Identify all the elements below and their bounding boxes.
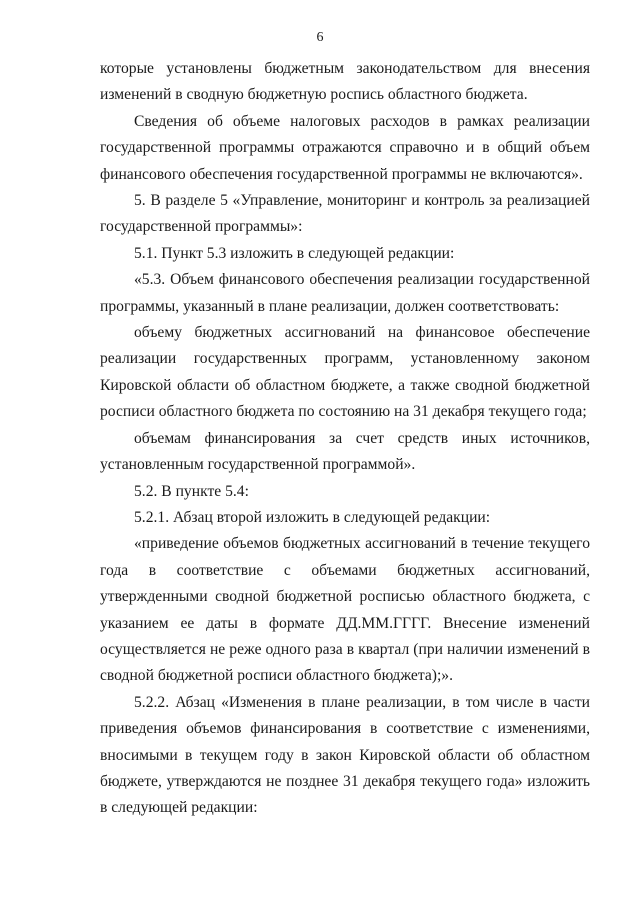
paragraph-5-2-2: 5.2.2. Абзац «Изменения в плане реализации, в том числе в части приведения объемов финансирования в соответствие с изменениями, вносимыми в текущем году в закон Кировской области об областном бюджете, утверждаются не позднее 31 декабря текущего года» изложить в следующей редакции: [100, 693, 590, 817]
paragraph-continuation: которые установлены бюджетным законодательством для внесения изменений в сводную бюджетную роспись областного бюджета. [100, 60, 590, 104]
paragraph-tax-expenses: Сведения об объеме налоговых расходов в рамках реализации государственной программы отражаются справочно и в общий объем финансового обеспечения государственной программы не включаются». [100, 112, 590, 183]
paragraph-bringing-volumes: «приведение объемов бюджетных ассигнований в течение текущего года в соответствие с объемами бюджетных ассигнований, утвержденными сводной бюджетной росписью областного бюджета, с указанием ее даты в формате ДД.ММ.ГГГГ. Внесение изменений осуществляется не реже одного раза в квартал (при наличии изменений в сводной бюджетной росписи областного бюджета);». [100, 535, 590, 685]
paragraph-5-3-quote: «5.3. Объем финансового обеспечения реализации государственной программы, указанный в плане реализации, должен соответствовать: [100, 271, 590, 315]
document-body [100, 56, 590, 822]
paragraph-other-sources: объемам финансирования за счет средств иных источников, установленным государственной программой». [100, 429, 590, 474]
paragraph-budget-allocations: объему бюджетных ассигнований на финансовое обеспечение реализации государственных программ, установленному законом Кировской области об областном бюджете, а также сводной бюджетной росписи областного бюджета по состоянию на 31 декабря текущего года; [100, 324, 590, 421]
paragraph-5-2-1: 5.2.1. Абзац второй изложить в следующей редакции: [134, 508, 491, 526]
paragraph-5-1: 5.1. Пункт 5.3 изложить в следующей редакции: [134, 244, 455, 262]
paragraph-5-2: 5.2. В пункте 5.4: [134, 482, 249, 500]
page-number: 6 [316, 30, 324, 45]
paragraph-section-5: 5. В разделе 5 «Управление, мониторинг и контроль за реализацией государственной программы»: [100, 192, 590, 236]
